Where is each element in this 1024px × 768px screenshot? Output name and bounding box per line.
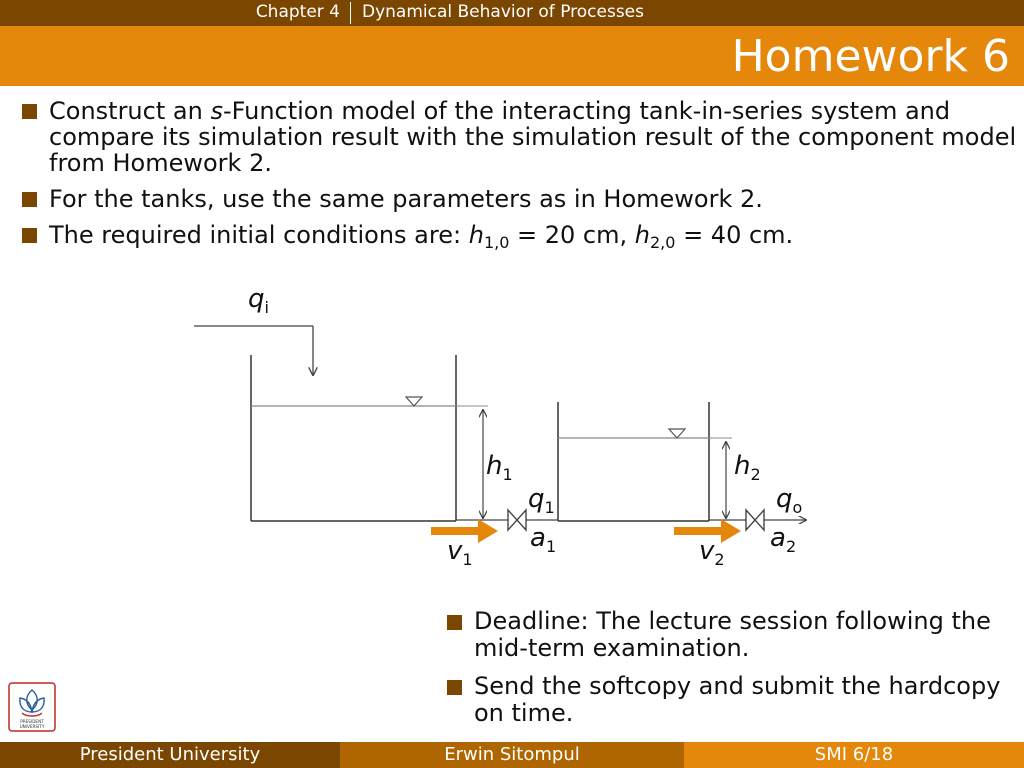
label-qi: $q_i$ [248, 284, 269, 317]
v1-velocity-arrow [431, 519, 498, 543]
valve-1-icon [508, 510, 526, 530]
bullet-square-icon [447, 680, 462, 695]
bullet-deadline: Deadline: The lecture session following the mid-term examination. [446, 608, 1016, 662]
tank-diagram [0, 280, 1024, 580]
bullet-square-icon [447, 615, 462, 630]
inflow-pipe [194, 326, 313, 375]
bullet-construct-model: Construct an s-Function model of the interacting tank-in-series system and compare its simulation result with the simulation result of the component model from Homework 2. [21, 98, 1021, 176]
tank-1 [251, 355, 456, 521]
bullet-square-icon [22, 104, 37, 119]
tank-2 [558, 402, 709, 521]
chapter-label: Chapter 4 [255, 2, 340, 22]
footer-bar [0, 742, 1024, 768]
footer-author: Erwin Sitompul [340, 742, 684, 768]
slide-title: Homework 6 [731, 31, 1010, 82]
valve-2-icon [746, 510, 764, 530]
bullet-initial-conditions: The required initial conditions are: $h_{1,0} = 20$ cm, $h_{2,0} = 40$ cm. [21, 222, 1021, 251]
label-a2: $a_2$ [770, 523, 797, 556]
bullet-parameters: For the tanks, use the same parameters as in Homework 2. [21, 186, 1021, 212]
footer-university: President University [0, 742, 340, 768]
label-a1: $a_1$ [530, 523, 557, 556]
bullet-square-icon [22, 228, 37, 243]
bottom-bullet-list [446, 608, 1016, 738]
header-divider [350, 2, 351, 24]
label-qo: $q_o$ [776, 484, 803, 517]
university-logo [8, 682, 56, 732]
chapter-title: Dynamical Behavior of Processes [362, 2, 645, 22]
svg-text:UNIVERSITY: UNIVERSITY [19, 724, 45, 729]
bullet-square-icon [22, 192, 37, 207]
title-bar [0, 26, 1024, 86]
bullet-submit: Send the softcopy and submit the hardcopy on time. [446, 673, 1016, 727]
label-q1: $q_1$ [528, 484, 555, 517]
label-h1: $h_1$ [486, 451, 513, 484]
label-v1: $v_1$ [447, 536, 473, 569]
footer-slide-number: SMI 6/18 [684, 742, 1024, 768]
label-v2: $v_2$ [699, 536, 725, 569]
top-bar [0, 0, 1024, 26]
main-bullet-list [21, 98, 1021, 261]
label-h2: $h_2$ [734, 451, 761, 484]
svg-text:PRESIDENT: PRESIDENT [20, 719, 44, 724]
